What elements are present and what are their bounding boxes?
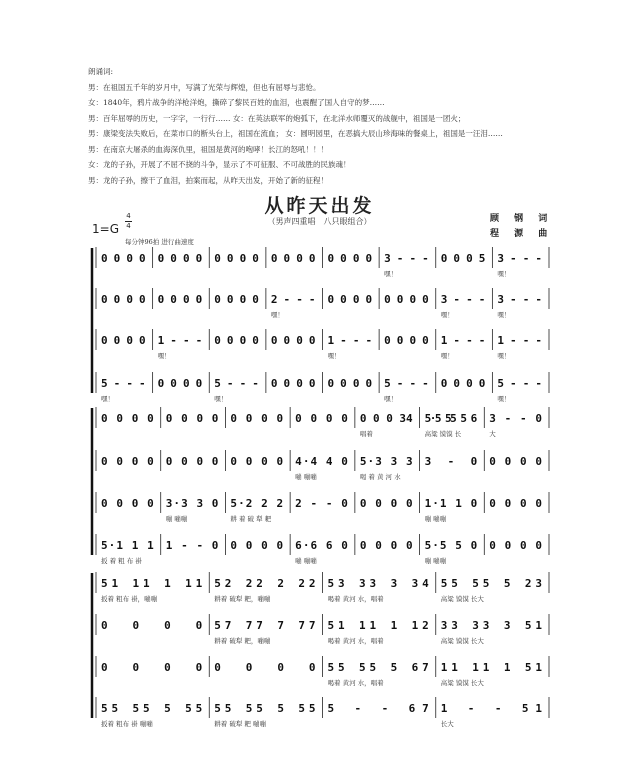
measure-notes: 1·1 1 0 <box>424 497 478 510</box>
measure-notes: 0 0 0 0 <box>270 334 316 347</box>
recitation-line: 男：在南京大屠杀的血海深仇里，祖国是黄河的咆哮！长江的怒吼！！！ <box>88 144 328 154</box>
measure-notes: 0 0 0 0 <box>295 412 348 425</box>
lyric-text: 长大 <box>440 720 454 728</box>
measure-notes: 3 - - 0 <box>489 412 542 425</box>
lyric-text: 嘿！ <box>440 352 454 360</box>
recitation-line: 男：龙的子孙，擦干了血泪，拍案而起，从昨天出发，开始了新的征程！ <box>88 175 328 185</box>
lyric-text: 喝着 黄河 水，唱着 <box>327 595 384 603</box>
measure-notes: 0 0 0 0 <box>101 619 203 632</box>
song-title: 从昨天出发 <box>264 195 375 217</box>
measure-notes: 0 0 0 0 <box>157 293 203 306</box>
measure-notes: 3 - - - <box>497 293 542 306</box>
measure-notes: 0 0 0 0 <box>230 412 284 425</box>
lyric-text: 嘿！ <box>157 352 171 360</box>
lyric-text: 大 <box>489 430 496 438</box>
lyric-text: 嘿！ <box>440 311 454 319</box>
lyric-text: 高粱 馍馍 长大 <box>440 679 484 687</box>
measure-notes: 0 0 0 0 <box>101 334 146 347</box>
lyric-text: 喝 着 黄 河 水 <box>359 473 401 481</box>
measure-notes: 5·5 55 5 6 <box>424 412 478 425</box>
lyric-text: 嘿！ <box>384 270 398 278</box>
measure-notes: 5 - - 67 <box>327 702 429 715</box>
measure-notes: 55 55 5 67 <box>327 661 429 674</box>
lyric-text: 高粱 馍馍 长大 <box>440 595 484 603</box>
key-signature: 1=G <box>92 222 119 236</box>
measure-notes: 0 0 0 0 <box>359 539 413 552</box>
measure-notes: 5 - - - <box>497 377 542 390</box>
measure-notes: 2 - - - <box>270 293 316 306</box>
lyric-text: 嘣 嘣嘣 <box>424 557 447 565</box>
measure-notes: 5 - - - <box>214 377 259 390</box>
time-signature-bottom: 4 <box>126 222 131 230</box>
measure-notes: 55 55 5 55 <box>214 702 316 715</box>
measure-notes: 0 0 0 0 <box>101 497 154 510</box>
measure-notes: 5·5 5 0 <box>424 539 478 552</box>
measure-notes: 3·3 3 0 <box>165 497 219 510</box>
measure-notes: 51 11 1 12 <box>327 619 429 632</box>
lyric-text: 嘣 嘣嘣 <box>424 515 447 523</box>
lyric-text: 嘿！ <box>497 311 511 319</box>
lyric-text: 扳着 粗布 褂，嘣嘣 <box>101 595 158 603</box>
measure-notes: 1 - - - <box>327 334 373 347</box>
measure-notes: 0 0 0 0 <box>489 455 542 468</box>
measure-notes: 0 0 0 0 <box>101 455 154 468</box>
recitation-line: 女：龙的子孙，开展了不屈不挠的斗争，显示了不可征服、不可战胜的民族魂！ <box>88 160 351 169</box>
composer-credit: 程 源 曲 <box>490 229 554 239</box>
lyricist-credit: 顾 钢 词 <box>490 214 554 224</box>
measure-notes: 3 - - - <box>384 252 429 265</box>
measure-notes: 33 33 3 51 <box>440 619 542 632</box>
lyric-text: 高粱 馍馍 长大 <box>440 637 484 645</box>
lyric-text: 嘣 嘣嘣 <box>165 515 188 523</box>
recitation-heading: 朗诵词: <box>88 67 114 76</box>
measure-notes: 0 0 0 0 <box>489 497 542 510</box>
measure-notes: 0 0 0 0 <box>327 377 373 390</box>
measure-notes: 5 - - - <box>101 377 146 390</box>
measure-notes: 0 0 0 0 <box>214 293 259 306</box>
measure-notes: 1 - - - <box>157 334 203 347</box>
measure-notes: 0 0 0 0 <box>384 334 429 347</box>
measure-notes: 11 11 1 51 <box>440 661 542 674</box>
measure-notes: 0 0 0 0 <box>270 377 316 390</box>
lyric-text: 嘣 嘣嘣 <box>295 557 317 565</box>
recitation-line: 男：百年屈辱的历史，一字字，一行行…… 女：在英法联军的炮弧下，在北洋水师覆灭的战舰中，祖国是一团火； <box>88 113 466 123</box>
measure-notes: 0 0 0 0 <box>359 497 413 510</box>
measure-notes: 0 0 0 0 <box>157 377 203 390</box>
measure-notes: 55 55 5 23 <box>440 577 542 590</box>
measure-notes: 0 0 0 0 <box>165 412 219 425</box>
measure-notes: 5·1 1 1 <box>101 539 154 552</box>
measure-notes: 2 - - 0 <box>295 497 348 510</box>
lyric-text: 嘿！ <box>384 395 398 403</box>
measure-notes: 0 0 0 0 <box>157 252 203 265</box>
lyric-text: 嘿！ <box>101 395 114 403</box>
lyric-text: 耕着 破犁 耙 嘣嘣 <box>214 720 266 728</box>
tempo-marking: 每分钟96拍 进行曲速度 <box>125 238 194 246</box>
measure-notes: 0 0 0 0 <box>440 377 486 390</box>
measure-notes: 53 33 3 34 <box>327 577 429 590</box>
measure-notes: 3 - - - <box>440 293 486 306</box>
lyric-text: 喝着 黄河 水，唱着 <box>327 679 384 687</box>
measure-notes: 0 0 0 0 <box>327 252 373 265</box>
measure-notes: 0 0 0 0 <box>489 539 542 552</box>
measure-notes: 52 22 2 22 <box>214 577 316 590</box>
recitation-line: 女：1840年，鸦片战争的洋枪洋炮，撕碎了黎民百姓的血泪，也震醒了国人自守的梦…… <box>88 98 385 107</box>
measure-notes: 0 0 0 0 <box>101 412 154 425</box>
measure-notes: 55 55 5 55 <box>101 702 203 715</box>
measure-notes: 1 - - 51 <box>440 702 542 715</box>
time-signature-top: 4 <box>126 212 131 220</box>
measure-notes: 5·3 3 3 <box>359 455 413 468</box>
measure-notes: 0 0 0 0 <box>165 455 219 468</box>
lyric-text: 喝着 黄河 水，唱着 <box>327 637 384 645</box>
measure-notes: 5 - - - <box>384 377 429 390</box>
lyric-text: 嘿！ <box>214 395 228 403</box>
measure-notes: 0 0 0 0 <box>101 661 203 674</box>
measure-notes: 4·4 4 0 <box>295 455 348 468</box>
lyric-text: 嘿！ <box>497 270 511 278</box>
measure-notes: 57 77 7 77 <box>214 619 316 632</box>
lyric-text: 嘿！ <box>497 395 511 403</box>
lyric-text: 扳着 粗布 褂 嘣嘣 <box>101 720 153 728</box>
measure-notes: 0 0 0 0 <box>214 252 259 265</box>
lyric-text: 高粱 馍馍 长 <box>424 430 462 438</box>
measure-notes: 0 0 0 0 <box>101 252 146 265</box>
measure-notes: 51 11 1 11 <box>101 577 203 590</box>
measure-notes: 0 0 0 0 <box>384 293 429 306</box>
measure-notes: 1 - - 0 <box>165 539 219 552</box>
measure-notes: 0 0 0 5 <box>440 252 486 265</box>
measure-notes: 0 0 0 0 <box>214 661 316 674</box>
lyric-text: 耕着 破犁 耙，嘣嘣 <box>214 637 271 645</box>
measure-notes: 0 0 0 0 <box>214 334 259 347</box>
lyric-text: 嘿！ <box>497 352 511 360</box>
recitation-line: 男：在祖国五千年的岁月中，写满了光荣与辉煌，但也有屈辱与悲怆。 <box>88 82 321 92</box>
measure-notes: 1 - - - <box>497 334 542 347</box>
measure-notes: 0 0 0 0 <box>230 455 284 468</box>
lyric-text: 嘣 嘣嘣 <box>295 473 317 481</box>
measure-notes: 6·6 6 0 <box>295 539 348 552</box>
measure-notes: 0 0 0 0 <box>230 539 284 552</box>
measure-notes: 0 0 0 34 <box>359 412 413 425</box>
measure-notes: 0 0 0 0 <box>101 293 146 306</box>
recitation-line: 男：康梁变法失败后，在菜市口的断头台上，祖国在流血； 女：圆明园里，在恶搞大辰山珍海味的餐桌上，祖国是一汪泪…… <box>88 129 503 138</box>
measure-notes: 0 0 0 0 <box>327 293 373 306</box>
lyric-text: 耕 着 破 犁 耙 <box>230 515 272 523</box>
measure-notes: 5·2 2 2 <box>230 497 284 510</box>
measure-notes: 3 - 0 <box>424 455 478 468</box>
measure-notes: 0 0 0 0 <box>270 252 316 265</box>
song-subtitle: （男声四重唱 八只眼组合） <box>267 217 372 226</box>
measure-notes: 3 - - - <box>497 252 542 265</box>
measure-notes: 1 - - - <box>440 334 486 347</box>
lyric-text: 唱着 <box>359 430 373 438</box>
lyric-text: 嘿！ <box>270 311 284 319</box>
lyric-text: 耕着 破犁 耙，嘣嘣 <box>214 595 271 603</box>
lyric-text: 扳 着 粗 布 褂 <box>101 557 142 565</box>
lyric-text: 嘿！ <box>327 352 341 360</box>
